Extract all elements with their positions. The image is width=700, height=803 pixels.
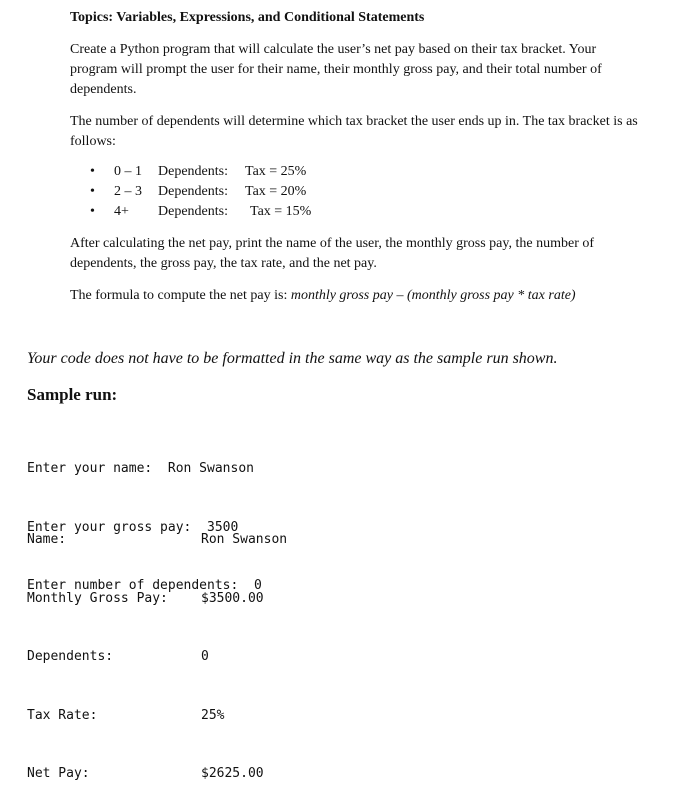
intro-paragraph: Create a Python program that will calculate the user’s net pay based on their tax bracket. Your program will prompt the user for their name, their monthly gross pay, and their total number of dependents.	[70, 42, 602, 97]
output-value: Ron Swanson	[201, 532, 288, 547]
output-label: Dependents:	[27, 649, 114, 664]
output-label: Name:	[27, 532, 67, 547]
sample-run-title: Sample run:	[27, 385, 118, 404]
prompt-line: Enter number of dependents: 0	[27, 578, 262, 593]
bracket-label: Dependents:	[158, 184, 228, 199]
output-value: 0	[201, 649, 209, 664]
tax-bracket-item	[90, 202, 390, 222]
bracket-tax: Tax = 25%	[245, 164, 307, 179]
output-value: $2625.00	[201, 766, 264, 781]
bracket-tax: Tax = 20%	[245, 184, 307, 199]
tax-bracket-item	[90, 182, 390, 202]
bullet-icon: •	[90, 184, 95, 199]
output-label: Net Pay:	[27, 766, 90, 781]
output-values	[201, 491, 287, 803]
topics-heading: Topics: Variables, Expressions, and Conditional Statements	[70, 10, 425, 25]
output-label: Tax Rate:	[27, 707, 98, 723]
bullet-icon: •	[90, 164, 95, 179]
prompt-line: Enter your name: Ron Swanson	[27, 461, 254, 476]
output-label: Monthly Gross Pay:	[27, 590, 168, 606]
after-calc-paragraph: After calculating the net pay, print the name of the user, the monthly gross pay, the number of dependents, the gross pay, the tax rate, and the net pay.	[70, 236, 595, 271]
output-value: 25%	[201, 707, 225, 723]
tax-bracket-item	[90, 162, 390, 182]
output-value: $3500.00	[201, 590, 264, 606]
bullet-icon: •	[90, 204, 95, 219]
bracket-intro-paragraph: The number of dependents will determine which tax bracket the user ends up in. The tax bracket is as follows:	[70, 114, 638, 149]
tax-bracket-list	[90, 162, 390, 222]
formula-text: monthly gross pay – (monthly gross pay * tax rate)	[290, 288, 576, 303]
bracket-label: Dependents:	[158, 204, 228, 219]
bracket-label: Dependents:	[158, 164, 228, 179]
output-labels	[27, 491, 168, 803]
bracket-range: 0 – 1	[114, 164, 142, 179]
bracket-range: 4+	[114, 204, 129, 219]
prompt-line: Enter your gross pay: 3500	[27, 519, 239, 535]
formatting-note: Your code does not have to be formatted in the same way as the sample run shown.	[27, 350, 558, 367]
formula-paragraph	[70, 286, 640, 306]
bracket-tax: Tax = 15%	[250, 204, 312, 219]
bracket-range: 2 – 3	[114, 184, 142, 199]
formula-label: The formula to compute the net pay is:	[70, 288, 291, 303]
